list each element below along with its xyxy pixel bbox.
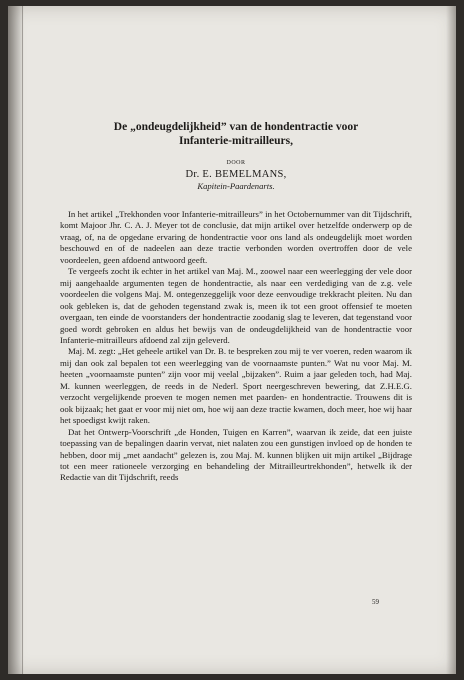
paragraph-1: In het artikel „Trekhonden voor Infanterie-mitrailleurs” in het Octobernummer van dit Tijdschrift, komt Majoor Jhr. C. A. J. Meyer tot de conclusie, dat mijn artikel over hetzelfde onderwerp op de vraag, of, na de opgedane ervaring de hondentractie voor ons land als ondeugdelijk moet worden beschouwd en of de nadeelen aan deze tractie verbonden worden overtroffen door de vele voordeelen, geen afdoend antwoord geeft. [60,209,412,265]
article-title-line-2: Infanterie-mitrailleurs, [178,135,293,147]
paragraph-3: Maj. M. zegt: „Het geheele artikel van Dr. B. te bespreken zou mij te ver voeren, reden waarom ik mij dan ook zal bepalen tot een weerlegging van de voornaamste punten.” Wat nu voor Maj. M. heeten „voornaamste punten” zijn voor mij veelal „bijzaken”. Ruim a jaar geleden toch, had Maj. M. kunnen weerleggen, de reeds in de Nederl. Sport neergeschreven bewering, dat Z.H.E.G. verzocht vergelijkende proeven te mogen nemen met paarden- en hondentractie. Trouwens dit is ook bijzaak; het gaat er voor mij niet om, hoe wij aan deze tractie kwamen, doch meer, hoe wij haar het spoedigst kwijt raken. [60,346,412,426]
page-spine-line [22,6,23,674]
paragraph-2: Te vergeefs zocht ik echter in het artikel van Maj. M., zoowel naar een weerlegging der vele door mij aangehaalde argumenten tegen de hondentractie, als naar een verdediging van de z.g. vele voordeelen die volgens Maj. M. ontegenzeggelijk voor deze eenvoudige trekkracht pleiten. Nu dan ook gebleken is, dat de gehoden tegenstand zwak is, meen ik tot een groot offensief te moeten overgaan, ten einde de voorstanders der hondentractie zoodanig slag te leveren, dat tegenstand voor goed wordt gebroken en aldus het bewijs van de ondeugdelijkheid van de hondentractie voor Infanterie-mitrailleurs afdoend zal zijn geleverd. [60,266,412,345]
page-edge-shadow [446,6,456,674]
paragraph-4: Dat het Ontwerp-Voorschrift „de Honden, Tuigen en Karren”, waarvan ik zeide, dat een juiste toepassing van de bepalingen daarin vervat, niet nalaten zou een gunstigen invloed op de honden te hebben, door mij „met aandacht” gelezen is, zou Maj. M. kunnen blijken uit mijn artikel „Bijdrage tot een meer rationeele verzorging en behandeling der Mitrailleurtrekhonden”, hetwelk ik der Redactie van dit Tijdschrift, reeds [60,426,412,483]
page-number: 59 [372,598,379,606]
author-name: Dr. E. BEMELMANS, [185,169,287,180]
article-title-line-1: De „ondeugdelijkheid” van de hondentractie voor [113,121,359,133]
author-rank: Kapitein-Paardenarts. [197,181,275,191]
article-body [60,209,412,484]
article [60,120,412,484]
byline-word: DOOR [226,160,246,166]
article-title [60,120,412,148]
